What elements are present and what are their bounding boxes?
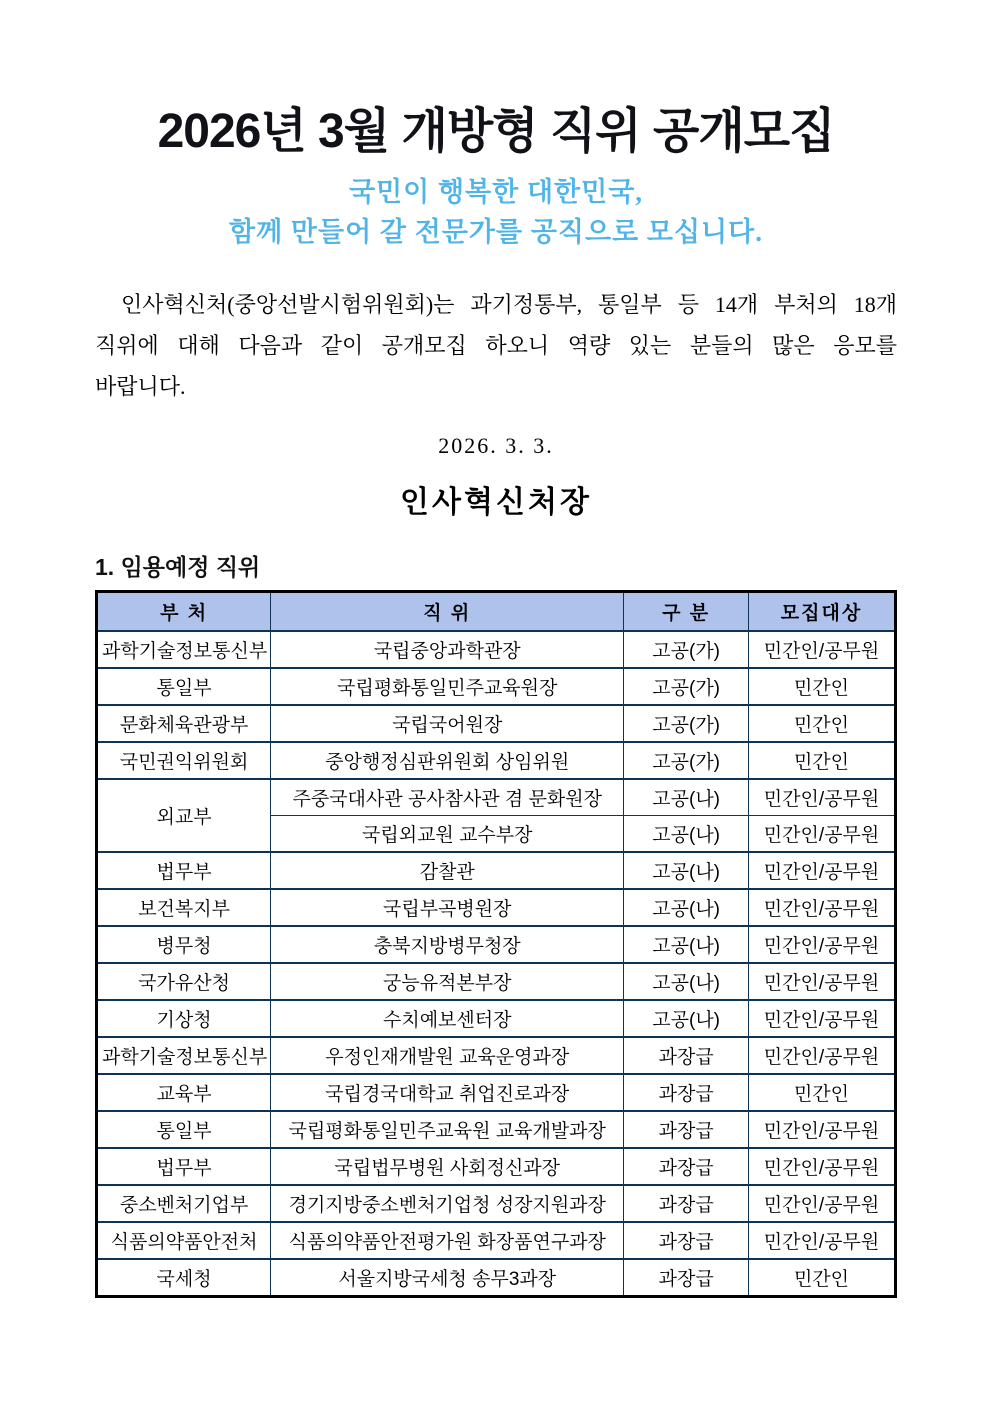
cell-grade: 고공(나) (624, 963, 749, 1000)
cell-target: 민간인 (748, 1259, 895, 1297)
cell-grade: 고공(가) (624, 742, 749, 779)
table-row (97, 926, 896, 963)
table-row (97, 1111, 896, 1148)
cell-target: 민간인/공무원 (748, 1037, 895, 1074)
cell-position: 충북지방병무청장 (271, 926, 624, 963)
cell-department: 보건복지부 (97, 889, 271, 926)
cell-target: 민간인/공무원 (748, 1148, 895, 1185)
table-row (97, 1037, 896, 1074)
cell-target: 민간인 (748, 1074, 895, 1111)
table-row (97, 631, 896, 668)
table-row (97, 1222, 896, 1259)
cell-department: 식품의약품안전처 (97, 1222, 271, 1259)
cell-position: 국립국어원장 (271, 705, 624, 742)
cell-target: 민간인/공무원 (748, 852, 895, 889)
signer-title: 인사혁신처장 (400, 486, 592, 519)
cell-target: 민간인/공무원 (748, 1185, 895, 1222)
column-header-position: 직 위 (271, 592, 624, 632)
table-row (97, 668, 896, 705)
cell-target: 민간인 (748, 668, 895, 705)
cell-position: 국립법무병원 사회정신과장 (271, 1148, 624, 1185)
slogan-line-2: 함께 만들어 갈 전문가를 공직으로 모십니다. (229, 217, 763, 247)
cell-grade: 고공(나) (624, 852, 749, 889)
cell-target: 민간인/공무원 (748, 816, 895, 853)
table-header-row (97, 592, 896, 632)
table-row (97, 852, 896, 889)
cell-department: 교육부 (97, 1074, 271, 1111)
table-row (97, 705, 896, 742)
intro-line-3: 바랍니다. (95, 374, 186, 399)
cell-grade: 과장급 (624, 1222, 749, 1259)
cell-grade: 고공(가) (624, 668, 749, 705)
cell-position: 식품의약품안전평가원 화장품연구과장 (271, 1222, 624, 1259)
cell-grade: 과장급 (624, 1074, 749, 1111)
cell-target: 민간인/공무원 (748, 963, 895, 1000)
cell-department: 통일부 (97, 668, 271, 705)
slogan-line-1: 국민이 행복한 대한민국, (348, 177, 644, 207)
cell-department: 법무부 (97, 852, 271, 889)
intro-line-2: 직위에 대해 다음과 같이 공개모집 하오니 역량 있는 분들의 많은 응모를 (95, 333, 897, 358)
cell-position: 국립중앙과학관장 (271, 631, 624, 668)
cell-position: 궁능유적본부장 (271, 963, 624, 1000)
table-row (97, 889, 896, 926)
cell-target: 민간인/공무원 (748, 1222, 895, 1259)
cell-grade: 고공(나) (624, 889, 749, 926)
document-date: 2026. 3. 3. (438, 433, 554, 458)
cell-grade: 과장급 (624, 1148, 749, 1185)
cell-department: 문화체육관광부 (97, 705, 271, 742)
cell-department: 국세청 (97, 1259, 271, 1297)
cell-position: 국립평화통일민주교육원장 (271, 668, 624, 705)
cell-target: 민간인/공무원 (748, 889, 895, 926)
cell-position: 우정인재개발원 교육운영과장 (271, 1037, 624, 1074)
intro-paragraph (95, 284, 897, 407)
cell-department: 과학기술정보통신부 (97, 631, 271, 668)
cell-grade: 고공(나) (624, 816, 749, 853)
cell-position: 국립외교원 교수부장 (271, 816, 624, 853)
cell-grade: 과장급 (624, 1185, 749, 1222)
cell-target: 민간인 (748, 705, 895, 742)
cell-target: 민간인/공무원 (748, 1111, 895, 1148)
cell-department: 법무부 (97, 1148, 271, 1185)
cell-position: 수치예보센터장 (271, 1000, 624, 1037)
column-header-grade: 구 분 (624, 592, 749, 632)
page-title: 2026년 3월 개방형 직위 공개모집 (157, 105, 835, 158)
table-row (97, 963, 896, 1000)
cell-department: 과학기술정보통신부 (97, 1037, 271, 1074)
column-header-department: 부 처 (97, 592, 271, 632)
cell-grade: 과장급 (624, 1259, 749, 1297)
cell-grade: 고공(가) (624, 705, 749, 742)
cell-position: 국립부곡병원장 (271, 889, 624, 926)
cell-department: 통일부 (97, 1111, 271, 1148)
cell-position: 주중국대사관 공사참사관 겸 문화원장 (271, 779, 624, 816)
appointment-table (95, 590, 897, 1298)
cell-position: 국립평화통일민주교육원 교육개발과장 (271, 1111, 624, 1148)
table-row (97, 1148, 896, 1185)
cell-target: 민간인 (748, 742, 895, 779)
table-row (97, 779, 896, 816)
cell-department: 중소벤처기업부 (97, 1185, 271, 1222)
cell-department: 병무청 (97, 926, 271, 963)
column-header-target: 모집대상 (748, 592, 895, 632)
cell-department: 국가유산청 (97, 963, 271, 1000)
table-row (97, 1185, 896, 1222)
cell-target: 민간인/공무원 (748, 779, 895, 816)
cell-position: 감찰관 (271, 852, 624, 889)
cell-grade: 고공(나) (624, 926, 749, 963)
table-row (97, 742, 896, 779)
cell-position: 경기지방중소벤처기업청 성장지원과장 (271, 1185, 624, 1222)
cell-grade: 고공(가) (624, 631, 749, 668)
cell-grade: 과장급 (624, 1037, 749, 1074)
cell-position: 서울지방국세청 송무3과장 (271, 1259, 624, 1297)
cell-grade: 과장급 (624, 1111, 749, 1148)
section-heading-positions: 1. 임용예정 직위 (95, 554, 261, 580)
cell-department: 외교부 (97, 779, 271, 852)
cell-department: 기상청 (97, 1000, 271, 1037)
slogan (95, 172, 897, 252)
cell-target: 민간인/공무원 (748, 631, 895, 668)
cell-position: 중앙행정심판위원회 상임위원 (271, 742, 624, 779)
table-row (97, 1074, 896, 1111)
cell-grade: 고공(나) (624, 1000, 749, 1037)
table-row (97, 1000, 896, 1037)
cell-grade: 고공(나) (624, 779, 749, 816)
cell-target: 민간인/공무원 (748, 1000, 895, 1037)
cell-department: 국민권익위원회 (97, 742, 271, 779)
cell-target: 민간인/공무원 (748, 926, 895, 963)
cell-position: 국립경국대학교 취업진로과장 (271, 1074, 624, 1111)
intro-line-1: 인사혁신처(중앙선발시험위원회)는 과기정통부, 통일부 등 14개 부처의 18개 (121, 292, 897, 317)
table-row (97, 1259, 896, 1297)
